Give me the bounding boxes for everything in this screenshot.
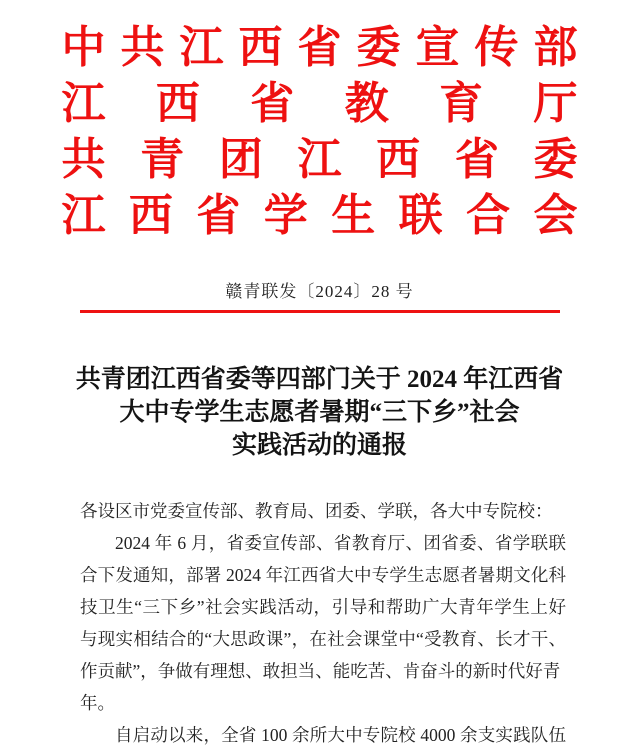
document-body	[80, 495, 566, 751]
document-title	[0, 363, 639, 462]
body-line: 与现实相结合的“大思政课”，在社会课堂中“受教育、长才干、	[80, 629, 566, 649]
red-divider-rule	[80, 310, 560, 313]
letterhead	[62, 20, 578, 244]
letterhead-line-4: 江西省学生联合会	[61, 191, 578, 240]
body-line: 合下发通知，部署 2024 年江西省大中专学生志愿者暑期文化科	[80, 565, 566, 585]
body-line: 技卫生“三下乡”社会实践活动，引导和帮助广大青年学生上好	[80, 597, 566, 617]
body-line: 作贡献”，争做有理想、敢担当、能吃苦、肯奋斗的新时代好青年。	[80, 661, 561, 713]
salutation: 各设区市党委宣传部、教育局、团委、学联，各大中专院校：	[80, 501, 553, 521]
document-page	[0, 20, 639, 745]
title-line-3: 实践活动的通报	[231, 432, 407, 459]
letterhead-line-1: 中共江西省委宣传部	[61, 23, 578, 72]
title-line-2: 大中专学生志愿者暑期“三下乡”社会	[119, 399, 520, 426]
title-line-1: 共青团江西省委等四部门关于 2024 年江西省	[75, 366, 564, 393]
letterhead-line-2: 江西省教育厅	[61, 79, 578, 128]
body-line: 2024 年 6 月，省委宣传部、省教育厅、团省委、省学联联	[115, 533, 566, 553]
document-number: 赣青联发〔2024〕28 号	[225, 282, 414, 301]
letterhead-line-3: 共青团江西省委	[61, 135, 578, 184]
body-line: 自启动以来，全省 100 余所大中专院校 4000 余支实践队伍	[115, 725, 566, 745]
